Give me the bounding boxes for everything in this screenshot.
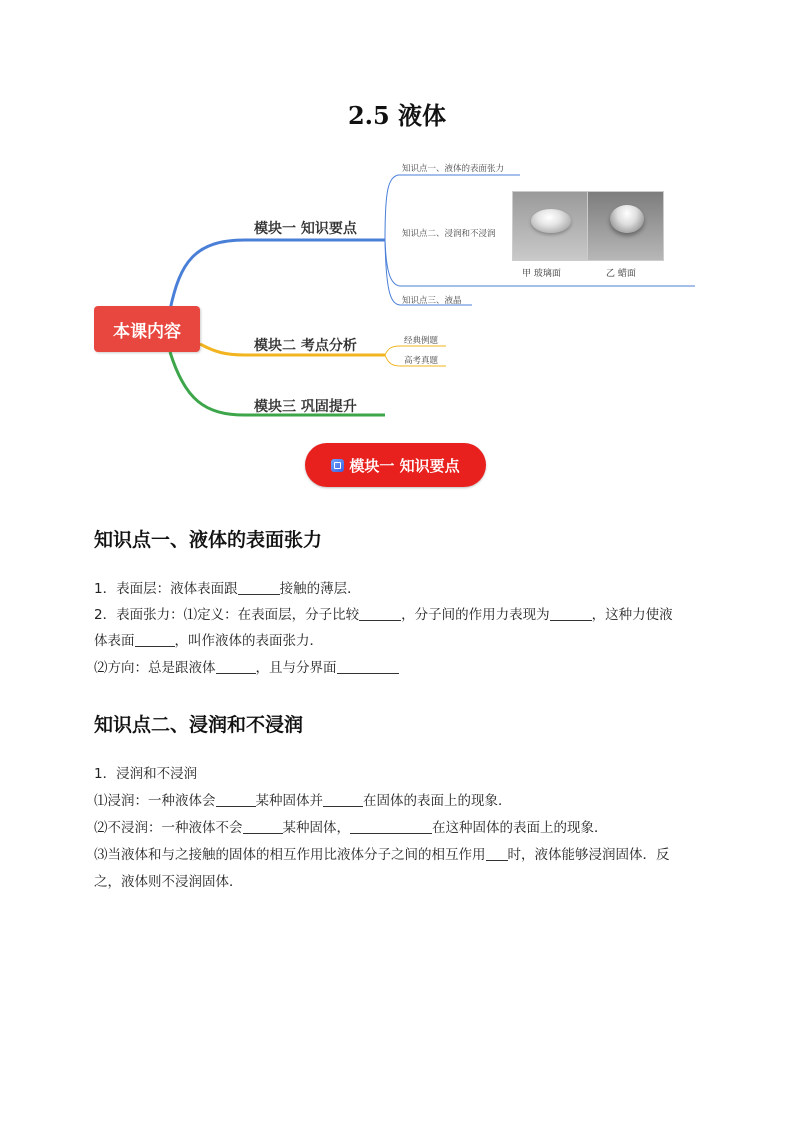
text-line [94,656,399,676]
fill-blank [238,580,280,595]
branch-label-module1: 模块一 知识要点 [254,221,357,237]
text-line [94,629,323,649]
text-line [94,870,243,890]
text-segment: 某种固体并 [255,793,323,809]
page-title: 2.5 液体 [347,101,447,130]
text-segment: ，分子间的作用力表现为 [401,607,550,623]
fill-blank [216,792,256,807]
branch-line-module1 [170,240,385,310]
section-heading-surface-tension: 知识点一、液体的表面张力 [94,529,323,551]
text-segment: 1．浸润和不浸润 [94,766,198,782]
water-drop [531,209,571,233]
text-segment: ⑵方向：总是跟液体 [94,660,216,676]
fill-blank [337,659,399,674]
leaf-module2-item1: 经典例题 [404,336,439,346]
fill-blank [350,819,432,834]
fill-blank [486,846,508,861]
section-heading-wetting: 知识点二、浸润和不浸润 [94,714,304,736]
text-segment: 时，液体能够浸润固体．反 [507,847,670,863]
branch-label-module2: 模块二 考点分析 [254,338,357,354]
leaf-module2-item2: 高考真题 [404,356,439,366]
photo-caption-wax: 乙 蜡面 [606,269,636,279]
leaf-module1-item1: 知识点一、液体的表面张力 [402,164,505,174]
fill-blank [243,819,283,834]
mind-map-connectors [0,0,794,440]
text-line [94,762,197,782]
text-segment: 体表面 [94,633,135,649]
text-line [94,603,673,623]
leaf-module1-item3: 知识点三、液晶 [402,296,462,306]
photo-caption-glass: 甲 玻璃面 [522,269,561,279]
water-drop [610,205,644,233]
text-segment: 在固体的表面上的现象． [363,793,512,809]
fill-blank [135,632,175,647]
text-line [94,577,361,597]
text-segment: ⑶当液体和与之接触的固体的相互作用比液体分子之间的相互作用 [94,847,486,863]
text-segment: 1．表面层：液体表面跟 [94,581,238,597]
water-drop-on-glass-photo [512,191,589,261]
fill-blank [216,659,256,674]
leaf-module1-item2: 知识点二、浸润和不浸润 [402,229,496,239]
water-drop-on-wax-photo [587,191,664,261]
text-segment: ⑵不浸润：一种液体不会 [94,820,243,836]
text-segment: 2．表面张力：⑴定义：在表面层，分子比较 [94,607,360,623]
text-segment: ，叫作液体的表面张力． [174,633,323,649]
text-line [94,843,670,863]
text-segment: ⑴浸润：一种液体会 [94,793,216,809]
text-segment: ，这种力使液 [591,607,673,623]
mindmap-root-node: 本课内容 [94,306,200,352]
text-segment: ，且与分界面 [255,660,337,676]
fill-blank [323,792,363,807]
text-segment: 接触的薄层． [279,581,361,597]
text-segment: 之，液体则不浸润固体． [94,874,243,890]
branch-label-module3: 模块三 巩固提升 [254,399,357,415]
fill-blank [359,606,401,621]
square-badge-icon [331,459,344,472]
module1-banner [305,443,486,487]
module1-banner-label: 模块一 知识要点 [349,456,460,475]
text-line [94,789,512,809]
text-segment: 某种固体， [282,820,350,836]
fill-blank [550,606,592,621]
text-segment: 在这种固体的表面上的现象． [432,820,608,836]
text-line [94,816,608,836]
